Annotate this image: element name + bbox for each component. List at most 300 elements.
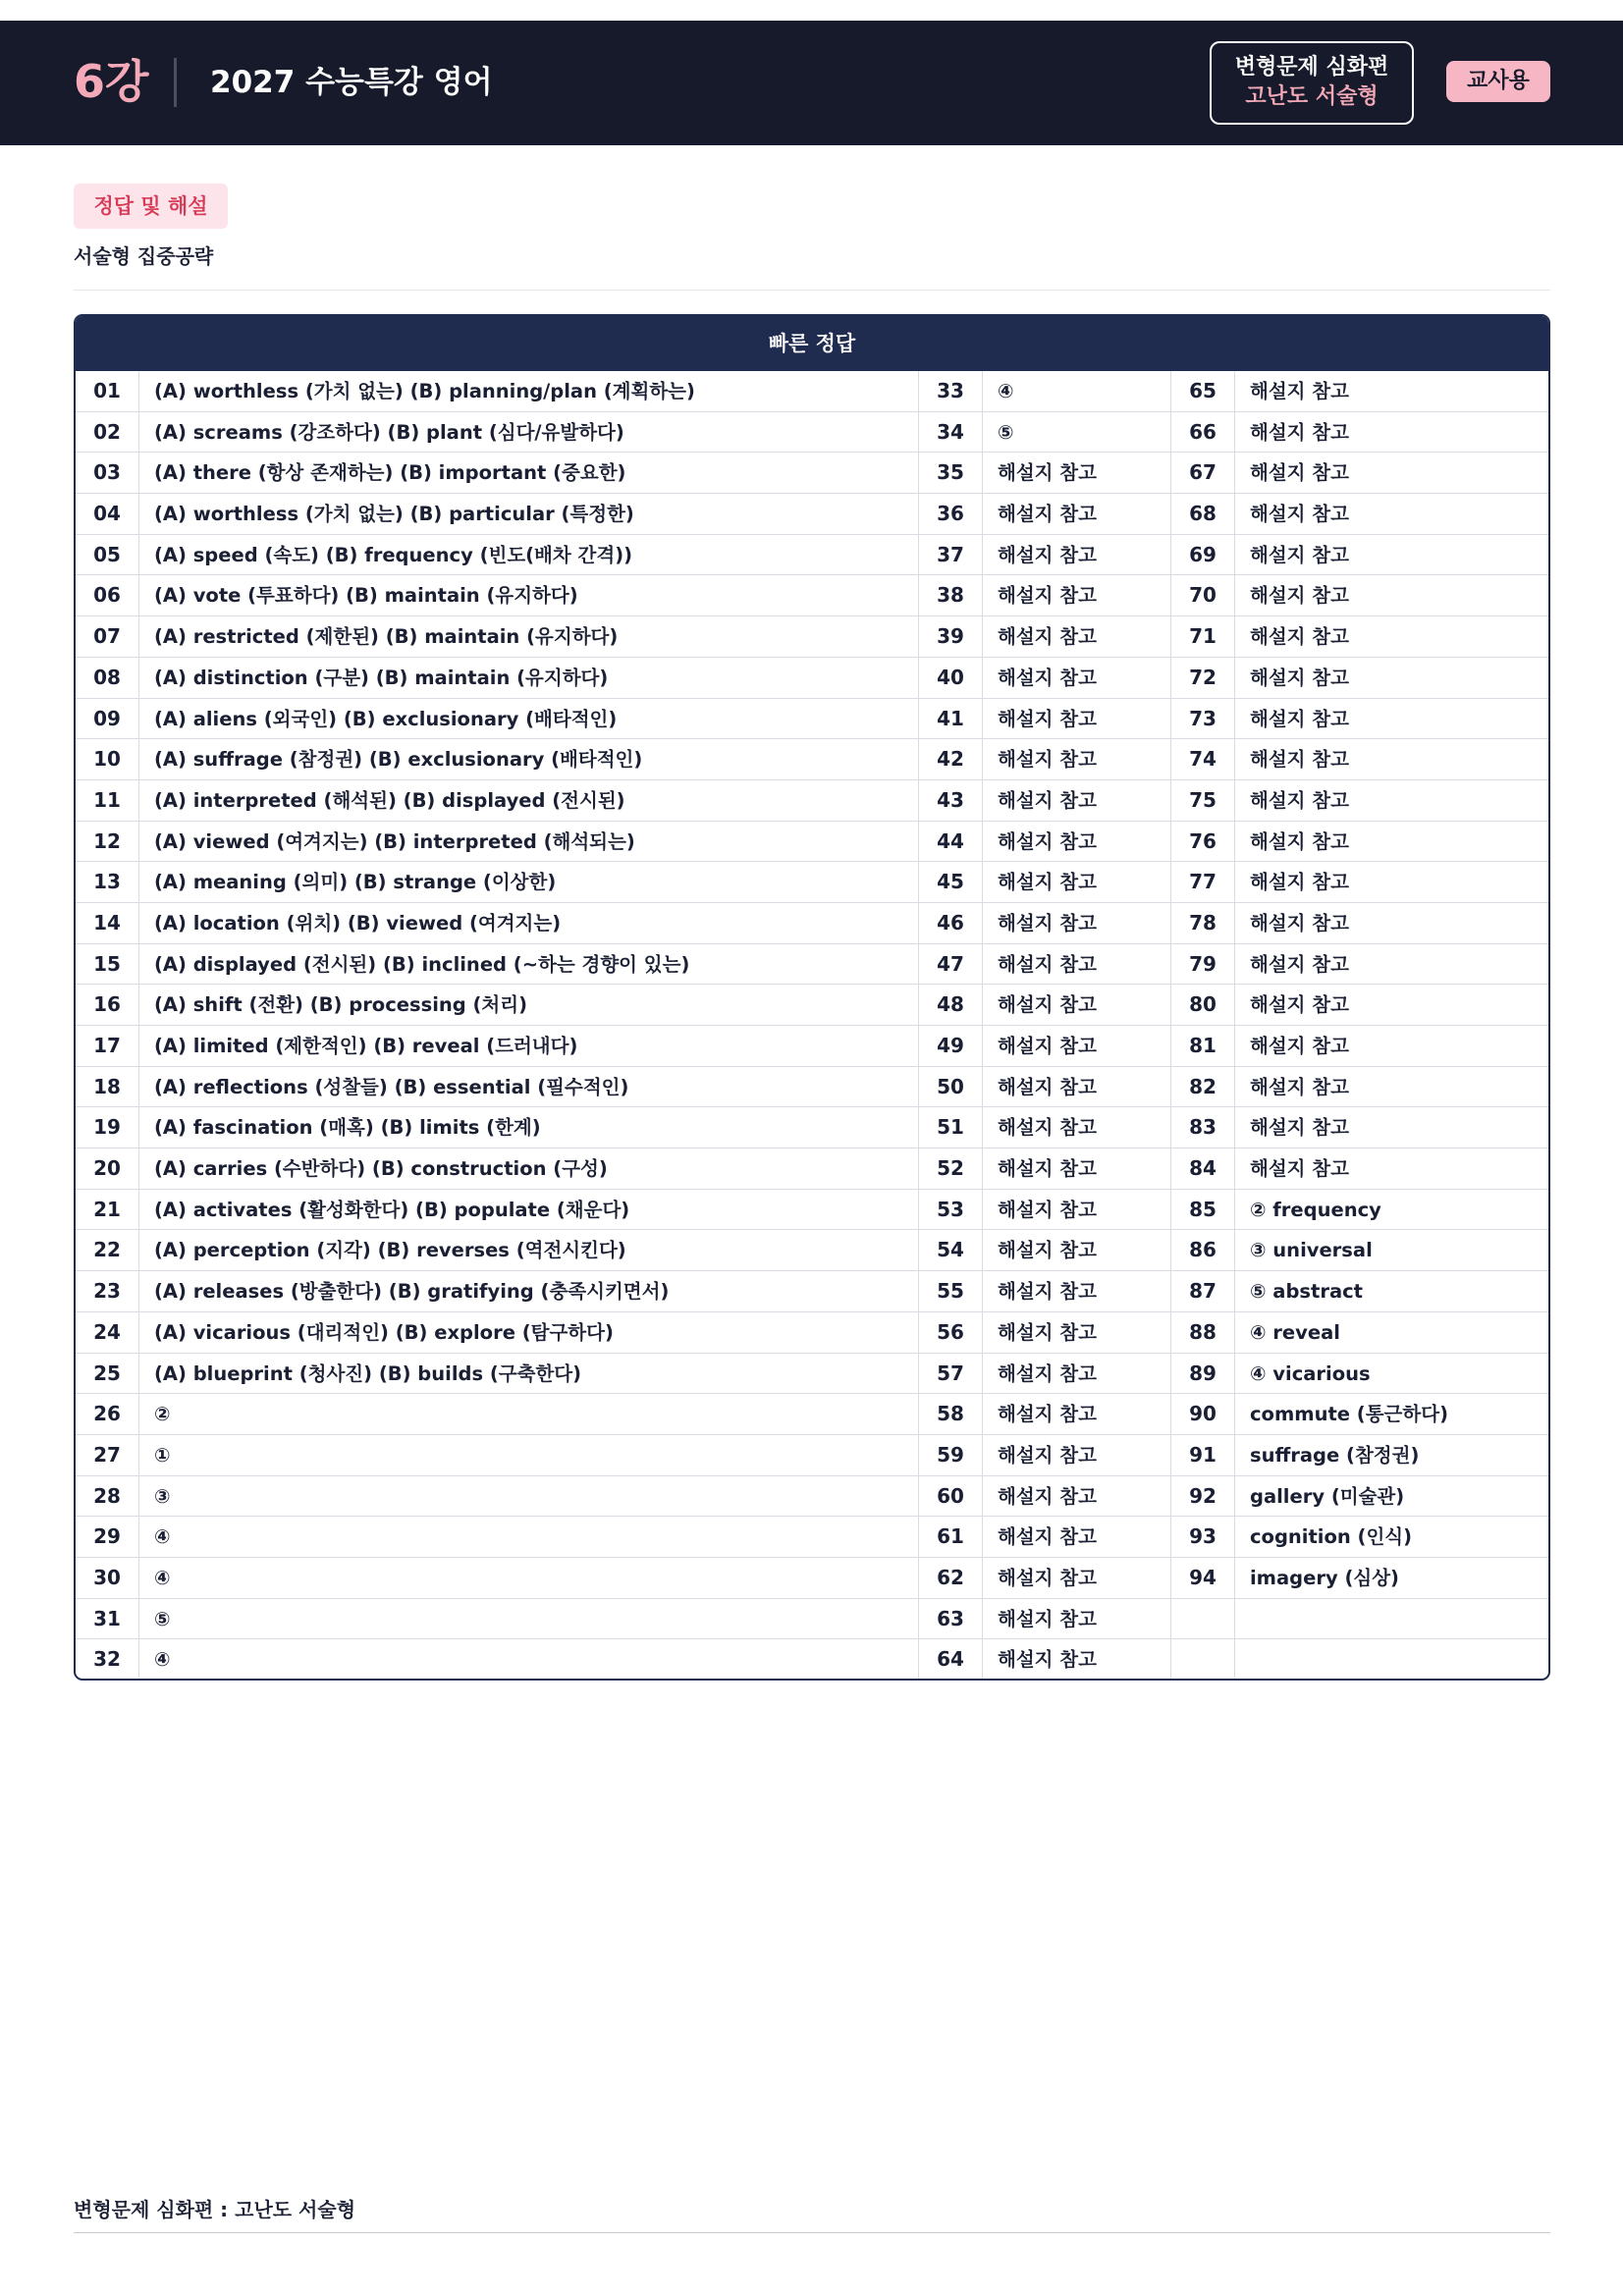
- answer-text: 해설지 참고: [983, 1354, 1171, 1394]
- answer-cell-group: [1171, 699, 1550, 739]
- answer-cell-group: [76, 658, 919, 698]
- question-number: 64: [919, 1639, 983, 1681]
- answer-text: 해설지 참고: [983, 1067, 1171, 1107]
- answer-cell-group: [919, 1312, 1171, 1353]
- answer-text: 해설지 참고: [983, 1517, 1171, 1557]
- question-number: 67: [1171, 453, 1235, 493]
- answer-cell-group: [76, 903, 919, 943]
- answer-cell-group: [919, 1107, 1171, 1148]
- answer-text: 해설지 참고: [983, 822, 1171, 862]
- question-number: 47: [919, 944, 983, 985]
- section-subtitle: 서술형 집중공략: [74, 244, 214, 268]
- question-number: 80: [1171, 985, 1235, 1025]
- question-number: 77: [1171, 862, 1235, 902]
- answer-text: 해설지 참고: [1250, 380, 1349, 402]
- question-number: 92: [1171, 1476, 1235, 1517]
- answer-text: ⑤ abstract: [1250, 1280, 1364, 1304]
- question-number: [1171, 1599, 1235, 1639]
- answer-cell-group: [1171, 1476, 1550, 1517]
- answer-text: (A) activates (활성화한다) (B) populate (채운다): [139, 1190, 919, 1230]
- edition-box: [1210, 41, 1414, 125]
- question-number: 29: [76, 1517, 139, 1557]
- edition-type: 고난도 서술형: [1245, 84, 1379, 109]
- answer-text: 해설지 참고: [983, 1312, 1171, 1353]
- question-number: 02: [76, 412, 139, 453]
- answer-cell-group: [919, 616, 1171, 657]
- table-row: [76, 699, 1548, 740]
- answer-cell-group: [1171, 412, 1550, 453]
- answer-cell-group: [76, 1394, 919, 1434]
- answer-text: (A) reflections (성찰들) (B) essential (필수적인): [139, 1067, 919, 1107]
- question-number: 69: [1171, 535, 1235, 575]
- answer-cell-group: [76, 1558, 919, 1598]
- answer-cell-group: [919, 1476, 1171, 1517]
- table-row: [76, 1599, 1548, 1640]
- question-number: 44: [919, 822, 983, 862]
- section-divider: [74, 290, 1550, 291]
- answer-text: (A) worthless (가치 없는) (B) planning/plan (계획하는): [139, 371, 919, 411]
- table-row: [76, 862, 1548, 903]
- answer-cell-group: [919, 1190, 1171, 1230]
- answer-cell-group: [76, 1230, 919, 1270]
- answer-text: 해설지 참고: [983, 1230, 1171, 1270]
- answer-cell-group: [919, 739, 1171, 779]
- answer-cell-group: [919, 1517, 1171, 1557]
- question-number: 28: [76, 1476, 139, 1517]
- answer-text: 해설지 참고: [1250, 503, 1349, 526]
- answer-cell-group: [919, 903, 1171, 943]
- answer-cell-group: [76, 780, 919, 821]
- answer-cell-group: [1171, 535, 1550, 575]
- book-title: 2027 수능특강 영어: [210, 65, 493, 100]
- answer-text: ③: [139, 1476, 919, 1517]
- edition-name: 변형문제 심화편: [1234, 55, 1389, 80]
- audience-badge: 교사용: [1446, 61, 1550, 102]
- answer-text: (A) suffrage (참정권) (B) exclusionary (배타적인): [139, 739, 919, 779]
- answer-text: ④: [983, 371, 1171, 411]
- question-number: 11: [76, 780, 139, 821]
- answer-text: 해설지 참고: [1250, 952, 1349, 976]
- answer-cell-group: [919, 575, 1171, 615]
- answer-cell-group: [76, 1476, 919, 1517]
- answer-cell-group: [1171, 944, 1550, 985]
- answer-cell-group: [1171, 903, 1550, 943]
- answer-text: (A) distinction (구분) (B) maintain (유지하다): [139, 658, 919, 698]
- table-row: [76, 739, 1548, 780]
- answer-cell-group: [76, 1067, 919, 1107]
- answer-text: 해설지 참고: [983, 944, 1171, 985]
- answer-text: (A) shift (전환) (B) processing (처리): [139, 985, 919, 1025]
- answer-text: (A) there (항상 존재하는) (B) important (중요한): [139, 453, 919, 493]
- answer-text: ④ reveal: [1250, 1320, 1340, 1344]
- table-row: [76, 494, 1548, 535]
- question-number: 18: [76, 1067, 139, 1107]
- answer-text: cognition (인식): [1250, 1525, 1413, 1549]
- question-number: 79: [1171, 944, 1235, 985]
- answer-cell-group: [919, 1354, 1171, 1394]
- answer-cell-group: [76, 453, 919, 493]
- question-number: 06: [76, 575, 139, 615]
- question-number: 56: [919, 1312, 983, 1353]
- table-row: [76, 1026, 1548, 1067]
- answer-cell-group: [76, 822, 919, 862]
- question-number: 78: [1171, 903, 1235, 943]
- question-number: 52: [919, 1148, 983, 1189]
- answer-cell-group: [919, 822, 1171, 862]
- table-row: [76, 1639, 1548, 1681]
- question-number: [1171, 1639, 1235, 1681]
- table-row: [76, 1067, 1548, 1108]
- question-number: 20: [76, 1148, 139, 1189]
- answer-text: (A) aliens (외국인) (B) exclusionary (배타적인): [139, 699, 919, 739]
- answer-text: (A) meaning (의미) (B) strange (이상한): [139, 862, 919, 902]
- question-number: 89: [1171, 1354, 1235, 1394]
- question-number: 86: [1171, 1230, 1235, 1270]
- question-number: 21: [76, 1190, 139, 1230]
- answer-text: (A) carries (수반하다) (B) construction (구성): [139, 1148, 919, 1189]
- table-row: [76, 1354, 1548, 1395]
- question-number: 09: [76, 699, 139, 739]
- answer-text: 해설지 참고: [1250, 1157, 1349, 1181]
- answer-cell-group: [76, 944, 919, 985]
- question-number: 38: [919, 575, 983, 615]
- answer-text: 해설지 참고: [1250, 993, 1349, 1017]
- answer-cell-group: [1171, 1639, 1550, 1681]
- question-number: 63: [919, 1599, 983, 1639]
- answer-text: 해설지 참고: [983, 780, 1171, 821]
- question-number: 84: [1171, 1148, 1235, 1189]
- answer-text: 해설지 참고: [983, 1435, 1171, 1475]
- answer-cell-group: [1171, 1190, 1550, 1230]
- table-row: [76, 616, 1548, 658]
- question-number: 40: [919, 658, 983, 698]
- answer-text: ⑤: [983, 412, 1171, 453]
- question-number: 17: [76, 1026, 139, 1066]
- table-row: [76, 412, 1548, 454]
- table-row: [76, 1107, 1548, 1148]
- answer-cell-group: [919, 1067, 1171, 1107]
- answer-cell-group: [1171, 616, 1550, 657]
- answer-text: ②: [139, 1394, 919, 1434]
- answer-text: 해설지 참고: [1250, 461, 1349, 485]
- table-row: [76, 780, 1548, 822]
- answer-cell-group: [919, 658, 1171, 698]
- question-number: 82: [1171, 1067, 1235, 1107]
- answer-text: (A) fascination (매혹) (B) limits (한계): [139, 1107, 919, 1148]
- table-row: [76, 1394, 1548, 1435]
- answer-text: (A) location (위치) (B) viewed (여겨지는): [139, 903, 919, 943]
- table-row: [76, 1476, 1548, 1518]
- footer-divider: [74, 2232, 1550, 2233]
- answer-text: 해설지 참고: [983, 658, 1171, 698]
- question-number: 68: [1171, 494, 1235, 534]
- answer-cell-group: [919, 699, 1171, 739]
- answer-cell-group: [1171, 822, 1550, 862]
- answer-cell-group: [76, 616, 919, 657]
- question-number: 71: [1171, 616, 1235, 657]
- answer-cell-group: [76, 1107, 919, 1148]
- answer-text: 해설지 참고: [983, 1639, 1171, 1681]
- answer-text: 해설지 참고: [983, 1271, 1171, 1311]
- answer-text: 해설지 참고: [983, 535, 1171, 575]
- question-number: 04: [76, 494, 139, 534]
- table-row: [76, 985, 1548, 1026]
- question-number: 33: [919, 371, 983, 411]
- answer-cell-group: [1171, 1517, 1550, 1557]
- question-number: 65: [1171, 371, 1235, 411]
- question-number: 53: [919, 1190, 983, 1230]
- question-number: 27: [76, 1435, 139, 1475]
- answer-cell-group: [1171, 739, 1550, 779]
- answer-text: 해설지 참고: [1250, 625, 1349, 649]
- question-number: 50: [919, 1067, 983, 1107]
- question-number: 01: [76, 371, 139, 411]
- answer-text: 해설지 참고: [1250, 1116, 1349, 1140]
- question-number: 22: [76, 1230, 139, 1270]
- answer-cell-group: [919, 412, 1171, 453]
- answer-text: 해설지 참고: [983, 985, 1171, 1025]
- answer-text: 해설지 참고: [1250, 788, 1349, 812]
- answer-cell-group: [1171, 1107, 1550, 1148]
- answer-cell-group: [76, 862, 919, 902]
- question-number: 88: [1171, 1312, 1235, 1353]
- answer-text: (A) screams (강조하다) (B) plant (심다/유발하다): [139, 412, 919, 453]
- table-row: [76, 1230, 1548, 1271]
- answer-cell-group: [1171, 453, 1550, 493]
- answer-cell-group: [1171, 1067, 1550, 1107]
- table-row: [76, 575, 1548, 616]
- table-row: [76, 1312, 1548, 1354]
- header-divider: [174, 58, 177, 107]
- question-number: 83: [1171, 1107, 1235, 1148]
- question-number: 42: [919, 739, 983, 779]
- answer-cell-group: [76, 1271, 919, 1311]
- answer-cell-group: [1171, 985, 1550, 1025]
- table-row: [76, 658, 1548, 699]
- answer-text: 해설지 참고: [983, 1599, 1171, 1639]
- answer-cell-group: [1171, 862, 1550, 902]
- answer-cell-group: [1171, 1394, 1550, 1434]
- question-number: 66: [1171, 412, 1235, 453]
- answer-cell-group: [1171, 494, 1550, 534]
- answer-text: 해설지 참고: [1250, 911, 1349, 934]
- answer-text: 해설지 참고: [983, 1026, 1171, 1066]
- answer-text: 해설지 참고: [983, 903, 1171, 943]
- table-row: [76, 371, 1548, 412]
- table-row: [76, 1435, 1548, 1476]
- table-row: [76, 1558, 1548, 1599]
- question-number: 15: [76, 944, 139, 985]
- answer-text: 해설지 참고: [983, 1558, 1171, 1598]
- answer-cell-group: [919, 985, 1171, 1025]
- question-number: 73: [1171, 699, 1235, 739]
- question-number: 60: [919, 1476, 983, 1517]
- answer-text: (A) vicarious (대리적인) (B) explore (탐구하다): [139, 1312, 919, 1353]
- question-number: 31: [76, 1599, 139, 1639]
- answer-cell-group: [919, 494, 1171, 534]
- answer-text: 해설지 참고: [983, 575, 1171, 615]
- answer-cell-group: [919, 1230, 1171, 1270]
- question-number: 13: [76, 862, 139, 902]
- question-number: 14: [76, 903, 139, 943]
- answer-text: ④: [139, 1517, 919, 1557]
- question-number: 75: [1171, 780, 1235, 821]
- answer-text: (A) worthless (가치 없는) (B) particular (특정한): [139, 494, 919, 534]
- answer-text: 해설지 참고: [1250, 584, 1349, 608]
- answer-cell-group: [76, 371, 919, 411]
- answer-cell-group: [1171, 1558, 1550, 1598]
- question-number: 05: [76, 535, 139, 575]
- answer-cell-group: [1171, 371, 1550, 411]
- question-number: 43: [919, 780, 983, 821]
- question-number: 74: [1171, 739, 1235, 779]
- question-number: 07: [76, 616, 139, 657]
- answer-text: gallery (미술관): [1250, 1484, 1405, 1508]
- question-number: 26: [76, 1394, 139, 1434]
- answer-text: ④: [139, 1558, 919, 1598]
- question-number: 55: [919, 1271, 983, 1311]
- answer-cell-group: [919, 535, 1171, 575]
- question-number: 76: [1171, 822, 1235, 862]
- answer-text: (A) speed (속도) (B) frequency (빈도(배차 간격)): [139, 535, 919, 575]
- answer-cell-group: [919, 1639, 1171, 1681]
- answer-text: (A) vote (투표하다) (B) maintain (유지하다): [139, 575, 919, 615]
- answer-table-title: 빠른 정답: [76, 316, 1548, 371]
- answer-text: (A) releases (방출한다) (B) gratifying (충족시키면서): [139, 1271, 919, 1311]
- answer-cell-group: [1171, 1354, 1550, 1394]
- answer-cell-group: [76, 739, 919, 779]
- question-number: 36: [919, 494, 983, 534]
- answer-text: 해설지 참고: [1250, 748, 1349, 772]
- answer-text: 해설지 참고: [983, 739, 1171, 779]
- answer-text: 해설지 참고: [983, 862, 1171, 902]
- answer-cell-group: [1171, 1230, 1550, 1270]
- answer-text: 해설지 참고: [983, 699, 1171, 739]
- question-number: 72: [1171, 658, 1235, 698]
- answer-text: 해설지 참고: [1250, 420, 1349, 444]
- answer-cell-group: [919, 371, 1171, 411]
- answer-text: (A) blueprint (청사진) (B) builds (구축한다): [139, 1354, 919, 1394]
- table-row: [76, 1517, 1548, 1558]
- answer-cell-group: [919, 944, 1171, 985]
- question-number: 81: [1171, 1026, 1235, 1066]
- answer-cell-group: [76, 535, 919, 575]
- question-number: 23: [76, 1271, 139, 1311]
- answer-cell-group: [919, 1394, 1171, 1434]
- answer-cell-group: [1171, 575, 1550, 615]
- question-number: 37: [919, 535, 983, 575]
- table-row: [76, 1271, 1548, 1312]
- answer-text: 해설지 참고: [1250, 871, 1349, 894]
- question-number: 16: [76, 985, 139, 1025]
- lesson-number: 6강: [74, 55, 149, 108]
- answer-text: 해설지 참고: [1250, 707, 1349, 730]
- answer-cell-group: [1171, 1148, 1550, 1189]
- question-number: 93: [1171, 1517, 1235, 1557]
- table-row: [76, 453, 1548, 494]
- table-row: [76, 1190, 1548, 1231]
- answer-cell-group: [919, 1599, 1171, 1639]
- answer-cell-group: [76, 699, 919, 739]
- question-number: 94: [1171, 1558, 1235, 1598]
- answer-text: 해설지 참고: [983, 1394, 1171, 1434]
- answer-text: 해설지 참고: [983, 1190, 1171, 1230]
- answer-text: 해설지 참고: [1250, 666, 1349, 689]
- table-row: [76, 1148, 1548, 1190]
- question-number: 08: [76, 658, 139, 698]
- answer-text: (A) displayed (전시된) (B) inclined (~하는 경향이 있는): [139, 944, 919, 985]
- answer-cell-group: [919, 1435, 1171, 1475]
- answer-cell-group: [919, 1271, 1171, 1311]
- answer-cell-group: [1171, 1435, 1550, 1475]
- answer-table-body: [76, 371, 1548, 1681]
- answer-text: (A) limited (제한적인) (B) reveal (드러내다): [139, 1026, 919, 1066]
- answer-text: (A) viewed (여겨지는) (B) interpreted (해석되는): [139, 822, 919, 862]
- answer-text: ④: [139, 1639, 919, 1681]
- answer-text: 해설지 참고: [1250, 1075, 1349, 1098]
- answer-text: 해설지 참고: [983, 616, 1171, 657]
- question-number: 59: [919, 1435, 983, 1475]
- footer-text: 변형문제 심화편 : 고난도 서술형: [74, 2198, 356, 2221]
- answer-text: ② frequency: [1250, 1198, 1381, 1221]
- answer-text: ⑤: [139, 1599, 919, 1639]
- question-number: 70: [1171, 575, 1235, 615]
- answer-cell-group: [919, 453, 1171, 493]
- answer-cell-group: [76, 1517, 919, 1557]
- answer-table: [74, 314, 1550, 1681]
- answer-cell-group: [76, 1354, 919, 1394]
- answer-cell-group: [76, 1190, 919, 1230]
- answer-cell-group: [1171, 658, 1550, 698]
- answer-text: [1235, 1639, 1550, 1681]
- answer-text: [1235, 1599, 1550, 1639]
- answer-text: 해설지 참고: [983, 494, 1171, 534]
- answer-cell-group: [1171, 780, 1550, 821]
- table-row: [76, 944, 1548, 986]
- answer-cell-group: [919, 780, 1171, 821]
- question-number: 45: [919, 862, 983, 902]
- question-number: 25: [76, 1354, 139, 1394]
- question-number: 51: [919, 1107, 983, 1148]
- answer-text: suffrage (참정권): [1250, 1443, 1420, 1467]
- answer-text: (A) perception (지각) (B) reverses (역전시킨다): [139, 1230, 919, 1270]
- answer-text: ④ vicarious: [1250, 1362, 1371, 1385]
- table-row: [76, 903, 1548, 944]
- question-number: 49: [919, 1026, 983, 1066]
- answer-cell-group: [76, 412, 919, 453]
- answer-cell-group: [1171, 1312, 1550, 1353]
- answer-text: 해설지 참고: [1250, 543, 1349, 566]
- question-number: 57: [919, 1354, 983, 1394]
- question-number: 24: [76, 1312, 139, 1353]
- answer-text: 해설지 참고: [983, 453, 1171, 493]
- answer-text: commute (통근하다): [1250, 1403, 1448, 1426]
- answer-cell-group: [919, 1148, 1171, 1189]
- section-chip: 정답 및 해설: [74, 184, 228, 229]
- table-row: [76, 535, 1548, 576]
- question-number: 34: [919, 412, 983, 453]
- answer-cell-group: [1171, 1026, 1550, 1066]
- answer-cell-group: [76, 1435, 919, 1475]
- answer-text: 해설지 참고: [983, 1476, 1171, 1517]
- question-number: 90: [1171, 1394, 1235, 1434]
- question-number: 54: [919, 1230, 983, 1270]
- question-number: 39: [919, 616, 983, 657]
- question-number: 10: [76, 739, 139, 779]
- question-number: 32: [76, 1639, 139, 1681]
- answer-text: (A) restricted (제한된) (B) maintain (유지하다): [139, 616, 919, 657]
- question-number: 12: [76, 822, 139, 862]
